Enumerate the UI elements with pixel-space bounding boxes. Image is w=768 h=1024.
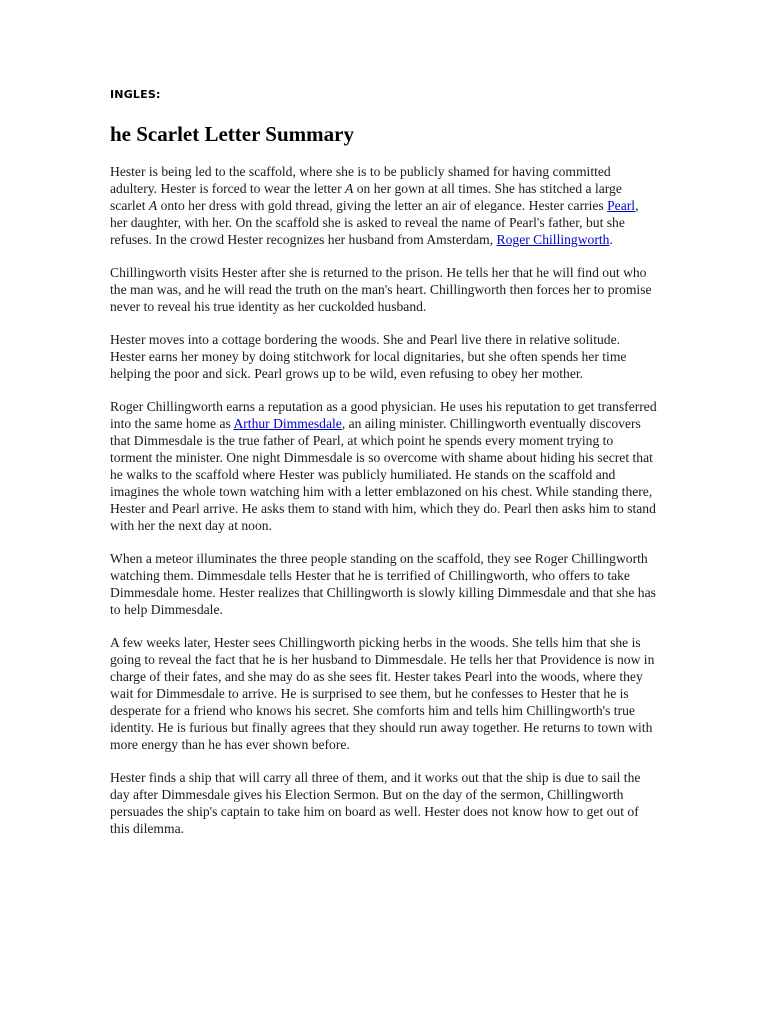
link-arthur-dimmesdale[interactable]: Arthur Dimmesdale [233, 416, 342, 431]
summary-body [110, 163, 658, 853]
summary-paragraph [110, 550, 658, 618]
paragraph-text: , an ailing minister. Chillingworth eventually discovers that Dimmesdale is the true father of Pearl, at which point he spends every moment trying to torment the minister. One night Dimmesdale is so overcome with shame about hiding his secret that he walks to the scaffold where Hester was publicly humiliated. He stands on the scaffold and imagines the whole town watching him with a letter emblazoned on his chest. While standing there, Hester and Pearl arrive. He asks them to stand with him, which they do. Pearl then asks him to stand with her the next day at noon. [110, 416, 656, 533]
paragraph-text: . [609, 232, 613, 247]
paragraph-text: When a meteor illuminates the three people standing on the scaffold, they see Roger Chillingworth watching them. Dimmesdale tells Hester that he is terrified of Chillingworth, who offers to take Dimmesdale home. Hester realizes that Chillingworth is slowly killing Dimmesdale and that she has to help Dimmesdale. [110, 551, 656, 617]
link-roger-chillingworth[interactable]: Roger Chillingworth [496, 232, 610, 247]
link-pearl[interactable]: Pearl [607, 198, 636, 213]
paragraph-text: Chillingworth visits Hester after she is returned to the prison. He tells her that he will find out who the man was, and he will read the truth on the man's heart. Chillingworth then forces her to promise never to reveal his true identity as her cuckolded husband. [110, 265, 652, 314]
section-label: INGLES: [110, 88, 161, 101]
document-title: he Scarlet Letter Summary [110, 122, 354, 146]
paragraph-text: on her gown at all times. She has stitched a large scarlet [110, 181, 622, 213]
italic-letter: A [345, 181, 354, 196]
summary-paragraph [110, 769, 658, 837]
summary-paragraph [110, 634, 658, 753]
paragraph-text: A few weeks later, Hester sees Chillingworth picking herbs in the woods. She tells him that she is going to reveal the fact that he is her husband to Dimmesdale. He tells her that Providence is now in charge of their fates, and she may do as she sees fit. Hester takes Pearl into the woods, where they wait for Dimmesdale to arrive. He is surprised to see them, but he confesses to Hester that he is desperate for a friend who knows his secret. She comforts him and tells him Chillingworth's true identity. He is furious but finally agrees that they should run away together. He returns to town with more energy than he has ever shown before. [110, 635, 655, 752]
paragraph-text: Hester moves into a cottage bordering the woods. She and Pearl live there in relative solitude. Hester earns her money by doing stitchwork for local dignitaries, but she often spends her time helping the poor and sick. Pearl grows up to be wild, even refusing to obey her mother. [110, 332, 627, 381]
paragraph-text: , her daughter, with her. On the scaffold she is asked to reveal the name of Pearl's father, but she refuses. In the crowd Hester recognizes her husband from Amsterdam, [110, 198, 639, 247]
paragraph-text: onto her dress with gold thread, giving the letter an air of elegance. Hester carries [157, 198, 608, 213]
paragraph-text: Roger Chillingworth earns a reputation as a good physician. He uses his reputation to get transferred into the same home as [110, 399, 657, 431]
paragraph-text: Hester finds a ship that will carry all three of them, and it works out that the ship is due to sail the day after Dimmesdale gives his Election Sermon. But on the day of the sermon, Chillingworth persuades the ship's captain to take him on board as well. Hester does not know how to get out of this dilemma. [110, 770, 641, 836]
summary-paragraph [110, 398, 658, 534]
summary-paragraph [110, 331, 658, 382]
paragraph-text: Hester is being led to the scaffold, where she is to be publicly shamed for having committed adultery. Hester is forced to wear the letter [110, 164, 611, 196]
summary-paragraph [110, 264, 658, 315]
italic-letter: A [148, 198, 158, 213]
summary-paragraph [110, 163, 658, 248]
